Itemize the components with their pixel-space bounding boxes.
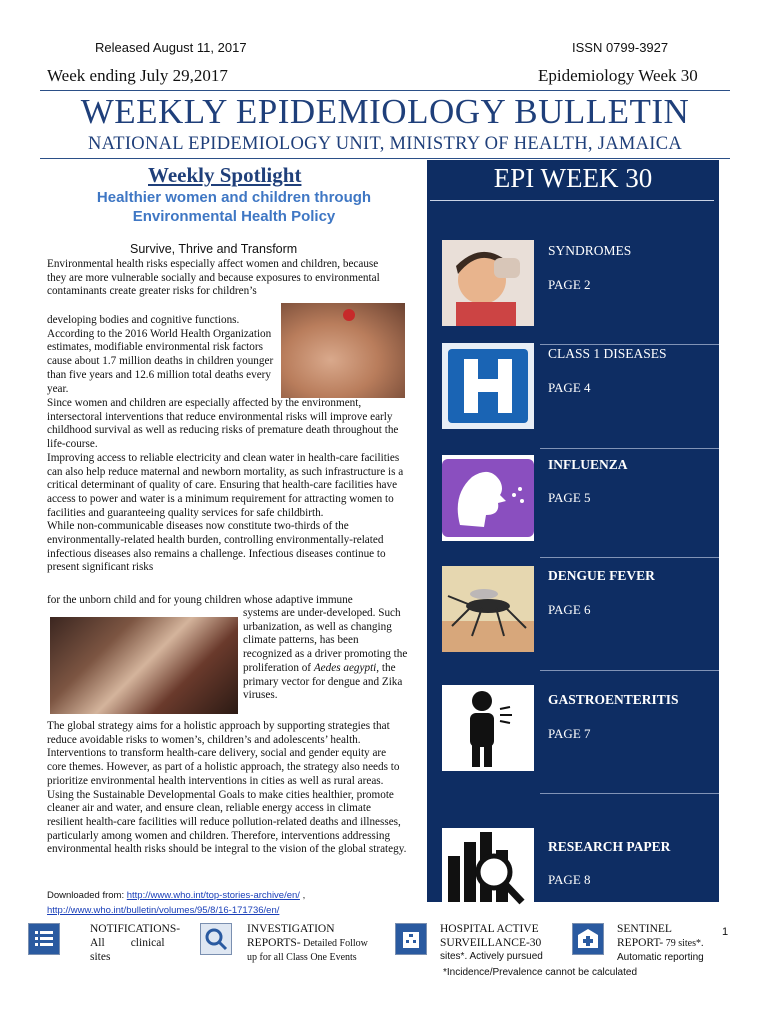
list-icon <box>28 923 60 955</box>
article-paragraph: Improving access to reliable electricity and clean water in health-care facilities can also help reduce maternal and newborn mortality, as such infrastructure is a critical determinant of quality of care. Ensuring that health-care facilities have access to power and water is a minimum requirement for attracting women to facilities and guaranteeing quality services for safe childbirth. <box>47 451 404 519</box>
toc-page[interactable]: PAGE 5 <box>548 490 591 505</box>
magnifier-icon <box>200 923 232 955</box>
investigation-label: INVESTIGATION REPORTS- Detailed Follow up for all Class One Events <box>247 923 368 963</box>
issn: ISSN 0799-3927 <box>572 40 669 55</box>
page-number: 1 <box>722 926 729 938</box>
header-divider <box>40 158 730 159</box>
article-paragraph: While non-communicable diseases now constitute two-thirds of the environmentally-related health burden, controlling environmentally-related infectious diseases also remains a challenge. Infectious diseases continue to present significant risks <box>47 520 386 574</box>
hospital-surveillance-label: HOSPITAL ACTIVE SURVEILLANCE-30 sites*. Actively pursued <box>440 923 543 962</box>
article-paragraph: systems are under-developed. Such urbanization, as well as changing climate patterns, has been recognized as a driver promoting the proliferation of Aedes aegypti, the primary vector for dengue and Zika viruses. <box>243 607 408 702</box>
mosquito-icon <box>442 566 534 652</box>
panel-divider <box>540 557 719 558</box>
panel-divider <box>540 448 719 449</box>
toc-label: INFLUENZA <box>548 457 628 472</box>
toc-page[interactable]: PAGE 6 <box>548 602 591 617</box>
stomach-ache-icon <box>442 685 534 771</box>
medical-cross-icon <box>572 923 604 955</box>
hospital-h-icon <box>442 343 534 429</box>
panel-divider <box>540 670 719 671</box>
toc-page[interactable]: PAGE 8 <box>548 872 591 887</box>
release-date: Released August 11, 2017 <box>95 40 247 55</box>
toc-label: GASTROENTERITIS <box>548 692 679 707</box>
week-ending: Week ending July 29,2017 <box>47 66 228 85</box>
panel-title: EPI WEEK 30 <box>493 163 653 193</box>
panel-divider <box>430 200 714 201</box>
article-paragraph: Using the Sustainable Developmental Goals to make cities healthier, promote cleaner air and water, and ensure clean, reliable energy access in climate resilient health-care facilities will reduce pollution-related deaths and illnesses, particularly among women and children. Therefore, interventions addressing environmental health risks should be integral to the vision of the global strategy. <box>47 788 407 856</box>
article-paragraph: Since women and children are especially affected by the environment, intersectoral interventions that reduce environmental risks will improve early childhood survival as well as reducing risks of premature death throughout the life-course. <box>47 397 399 451</box>
mother-child-photo <box>50 617 238 714</box>
notifications-label: NOTIFICATIONS- All clinical sites <box>90 923 181 963</box>
sentinel-label: SENTINEL REPORT- 79 sites*. Automatic reporting <box>617 923 704 963</box>
article-paragraph: developing bodies and cognitive functions. According to the 2016 World Health Organization estimates, modifiable environmental risk factors cause about 1.7 million deaths in children younger than five years and 12.6 million total deaths every year. <box>47 314 274 395</box>
toc-label: CLASS 1 DISEASES <box>548 346 667 361</box>
spotlight-heading: Weekly Spotlight <box>148 163 302 187</box>
spotlight-subheading: Healthier women and children through Environmental Health Policy <box>96 189 372 225</box>
toc-label: RESEARCH PAPER <box>548 839 671 854</box>
incidence-note: *Incidence/Prevalence cannot be calculated <box>443 967 638 978</box>
sneeze-icon <box>442 455 534 541</box>
article-body <box>47 720 407 857</box>
header-divider <box>40 90 730 91</box>
panel-divider <box>540 344 719 345</box>
hospital-building-icon <box>395 923 427 955</box>
article-body <box>47 397 407 575</box>
article-paragraph: for the unborn child and for young children whose adaptive immune <box>47 594 353 606</box>
bulletin-title: WEEKLY EPIDEMIOLOGY BULLETIN <box>80 92 690 131</box>
source-link-2[interactable]: http://www.who.int/bulletin/volumes/95/8/16-171736/en/ <box>47 905 280 916</box>
downloaded-label: Downloaded from: <box>47 890 125 901</box>
baby-feet-photo <box>281 303 405 398</box>
article-paragraph: The global strategy aims for a holistic approach by supporting strategies that reduce avoidable risks to women’s, children’s and adolescents’ health. Interventions to transform health-care delivery, social and gender equity are core themes. However, as part of a holistic approach, the strategy also needs to prioritize environmental health interventions in cities as well as rural areas. <box>47 720 400 787</box>
sick-child-icon <box>442 240 534 326</box>
research-chart-icon <box>442 828 534 914</box>
toc-label: DENGUE FEVER <box>548 568 655 583</box>
source-link-1[interactable]: http://www.who.int/top-stories-archive/en/ <box>126 890 300 901</box>
article-title: Survive, Thrive and Transform <box>130 242 298 256</box>
toc-page[interactable]: PAGE 2 <box>548 277 591 292</box>
toc-page[interactable]: PAGE 7 <box>548 726 591 741</box>
panel-divider <box>540 793 719 794</box>
article-paragraph: Environmental health risks especially affect women and children, because they are more vulnerable socially and because exposures to environmental contaminants create greater risks for children’s <box>47 258 380 298</box>
toc-label: SYNDROMES <box>548 243 632 258</box>
download-sources: Downloaded from: http://www.who.int/top-stories-archive/en/ , http://www.who.int/bulletin/volumes/95/8/16-171736/en/ <box>47 890 306 916</box>
bulletin-subtitle: NATIONAL EPIDEMIOLOGY UNIT, MINISTRY OF HEALTH, JAMAICA <box>87 134 683 154</box>
ribbon-icon <box>343 309 355 321</box>
epi-week-label: Epidemiology Week 30 <box>538 66 698 85</box>
toc-page[interactable]: PAGE 4 <box>548 380 591 395</box>
